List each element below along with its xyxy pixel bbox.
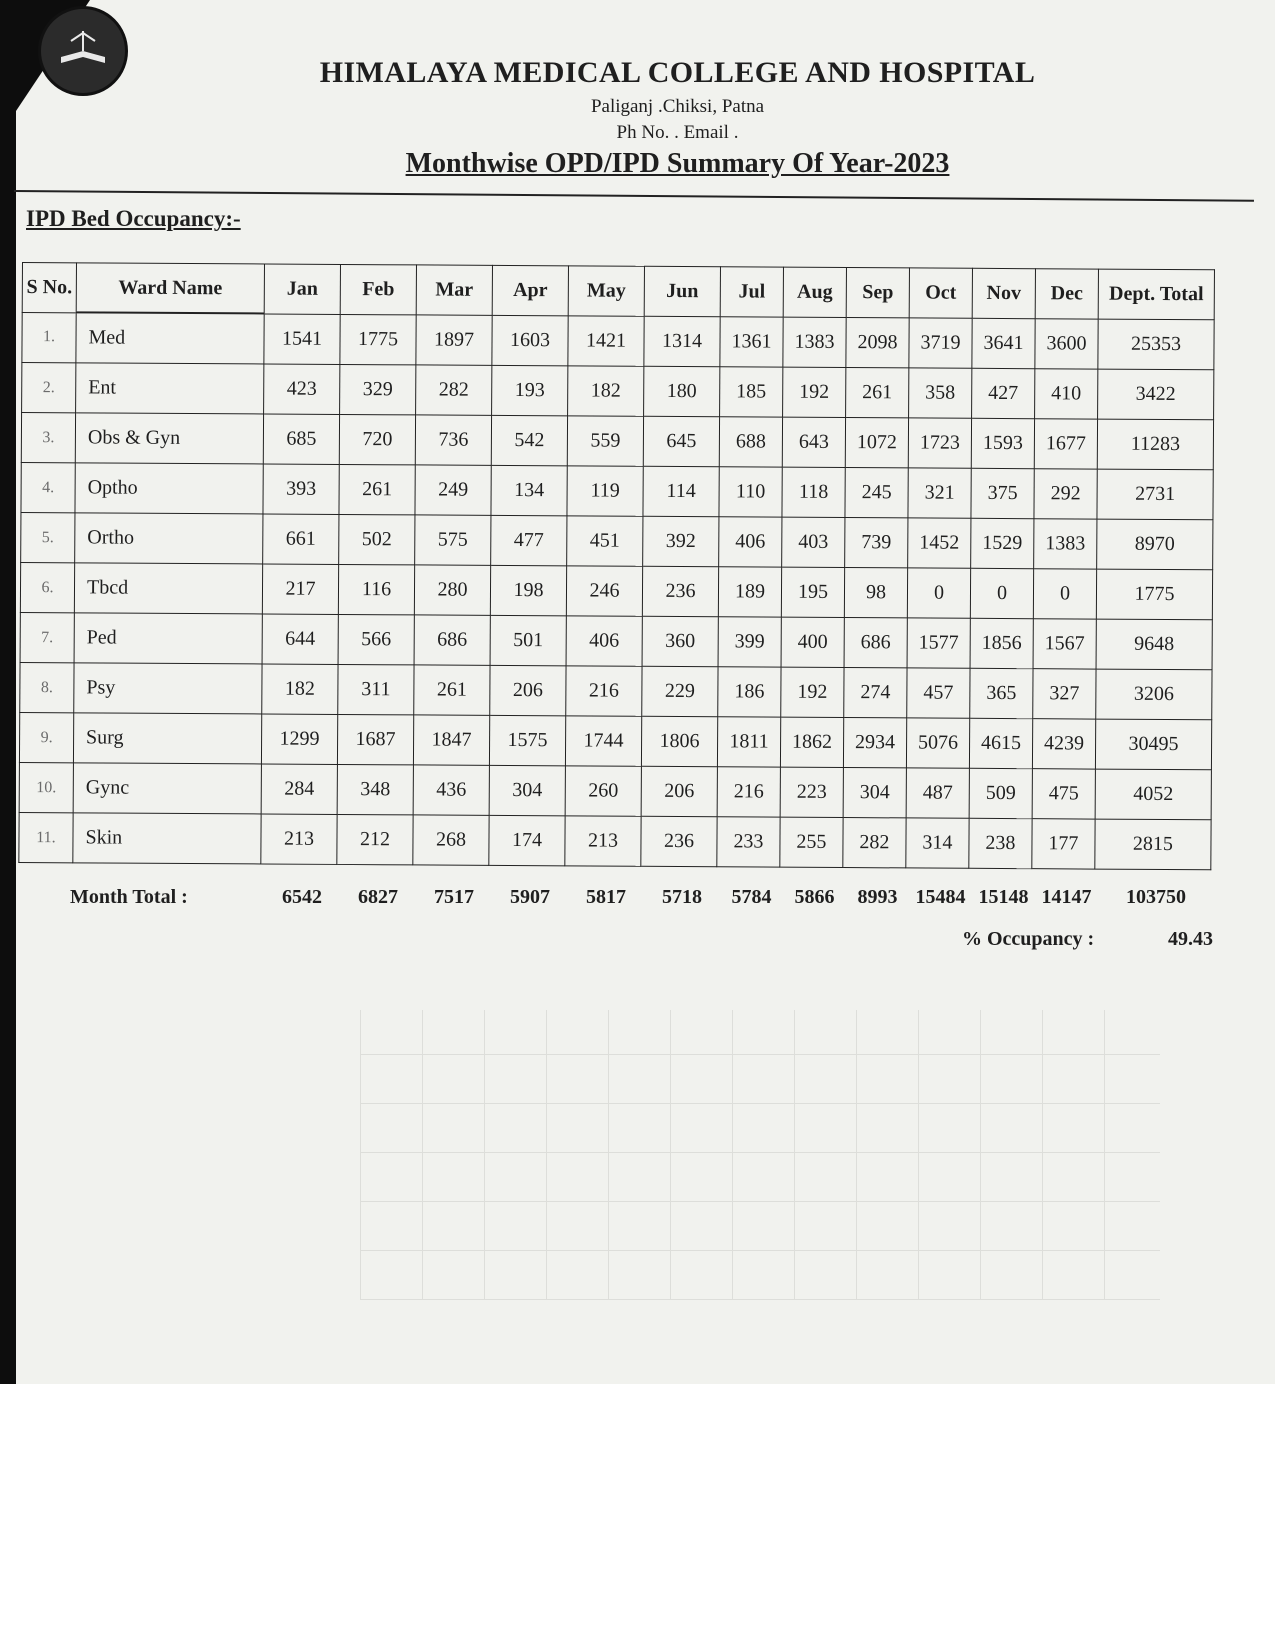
month-value-cell: 180 xyxy=(644,366,720,416)
serial-number-cell: 4. xyxy=(21,462,75,512)
occupancy-value: 49.43 xyxy=(1168,928,1213,950)
serial-number-cell: 11. xyxy=(19,812,73,862)
month-value-cell: 0 xyxy=(1033,569,1096,619)
month-value-cell: 2934 xyxy=(843,718,906,768)
month-total-cell: 14147 xyxy=(1041,886,1092,908)
table-header-row xyxy=(22,263,1214,320)
column-header: May xyxy=(568,266,644,316)
college-address: Paliganj .Chiksi, Patna xyxy=(590,96,765,117)
month-value-cell: 198 xyxy=(490,565,566,615)
month-value-cell: 261 xyxy=(414,665,490,715)
serial-number-cell: 7. xyxy=(20,612,74,662)
month-value-cell: 3641 xyxy=(972,318,1035,369)
month-value-cell: 477 xyxy=(491,515,567,565)
column-header: Nov xyxy=(972,268,1035,318)
month-value-cell: 644 xyxy=(262,614,338,664)
ward-name-cell: Ortho xyxy=(75,513,263,564)
occupancy-table-wrapper xyxy=(18,262,1215,870)
month-value-cell: 542 xyxy=(491,415,567,465)
month-value-cell: 475 xyxy=(1032,769,1095,819)
dept-total-cell: 11283 xyxy=(1097,419,1213,470)
month-value-cell: 213 xyxy=(565,816,641,866)
month-value-cell: 1361 xyxy=(720,316,783,367)
table-row xyxy=(19,762,1211,819)
dept-total-cell: 2815 xyxy=(1095,819,1211,870)
dept-total-cell: 25353 xyxy=(1098,319,1214,370)
month-value-cell: 686 xyxy=(844,618,907,668)
table-row xyxy=(21,512,1213,569)
month-value-cell: 403 xyxy=(782,517,845,567)
column-header-ward-name: Ward Name xyxy=(76,263,264,314)
month-value-cell: 1577 xyxy=(907,618,970,668)
table-row xyxy=(20,612,1212,669)
month-value-cell: 358 xyxy=(909,368,972,418)
dept-total-cell: 1775 xyxy=(1096,569,1212,620)
college-name: HIMALAYA MEDICAL COLLEGE AND HOSPITAL xyxy=(319,56,1036,89)
month-value-cell: 282 xyxy=(416,365,492,415)
column-header: Apr xyxy=(492,265,568,315)
report-title: Monthwise OPD/IPD Summary Of Year-2023 xyxy=(405,148,950,179)
month-value-cell: 348 xyxy=(337,764,413,814)
header-divider xyxy=(14,190,1254,202)
month-value-cell: 451 xyxy=(567,516,643,566)
month-value-cell: 392 xyxy=(643,516,719,566)
month-value-cell: 360 xyxy=(642,616,718,666)
month-value-cell: 292 xyxy=(1034,469,1097,519)
month-value-cell: 189 xyxy=(718,567,781,617)
month-value-cell: 0 xyxy=(970,568,1033,618)
month-value-cell: 1687 xyxy=(337,714,413,764)
ward-name-cell: Psy xyxy=(74,663,262,714)
month-value-cell: 720 xyxy=(339,414,415,464)
dept-total-cell: 4052 xyxy=(1095,769,1211,820)
dept-total-cell: 3422 xyxy=(1098,369,1214,420)
month-total-cell: 15484 xyxy=(915,886,966,908)
month-value-cell: 114 xyxy=(643,466,719,516)
month-value-cell: 1314 xyxy=(644,316,720,367)
month-value-cell: 182 xyxy=(568,366,644,416)
serial-number-cell: 8. xyxy=(20,662,74,712)
month-value-cell: 375 xyxy=(971,468,1034,518)
grand-total-cell: 103750 xyxy=(1126,886,1186,908)
month-value-cell: 427 xyxy=(972,368,1035,418)
month-value-cell: 255 xyxy=(780,817,843,867)
month-value-cell: 501 xyxy=(490,615,566,665)
month-total-cell: 15148 xyxy=(978,886,1029,908)
month-value-cell: 5076 xyxy=(906,718,969,768)
month-value-cell: 186 xyxy=(718,667,781,717)
month-value-cell: 321 xyxy=(908,468,971,518)
month-total-cell: 5817 xyxy=(586,886,626,908)
month-value-cell: 0 xyxy=(907,568,970,618)
month-value-cell: 304 xyxy=(843,768,906,818)
month-value-cell: 110 xyxy=(719,467,782,517)
month-value-cell: 643 xyxy=(782,417,845,467)
month-value-cell: 193 xyxy=(492,365,568,415)
column-header: Jul xyxy=(720,267,783,317)
month-value-cell: 268 xyxy=(413,815,489,865)
month-value-cell: 236 xyxy=(641,816,717,866)
month-value-cell: 739 xyxy=(845,518,908,568)
month-total-cell: 5784 xyxy=(731,886,772,908)
month-value-cell: 216 xyxy=(566,666,642,716)
month-total-label: Month Total : xyxy=(70,886,188,908)
month-value-cell: 118 xyxy=(782,467,845,517)
table-row xyxy=(21,462,1213,519)
month-value-cell: 3719 xyxy=(909,317,972,368)
table-row xyxy=(19,812,1211,869)
dept-total-cell: 2731 xyxy=(1097,469,1213,520)
month-value-cell: 566 xyxy=(338,614,414,664)
serial-number-cell: 3. xyxy=(21,413,75,463)
month-value-cell: 1072 xyxy=(845,418,908,468)
table-row xyxy=(21,413,1213,470)
month-total-cell: 5718 xyxy=(662,886,702,908)
month-value-cell: 685 xyxy=(263,414,339,464)
section-title: IPD Bed Occupancy:- xyxy=(26,206,241,231)
month-value-cell: 246 xyxy=(566,566,642,616)
month-value-cell: 213 xyxy=(261,814,337,864)
month-value-cell: 393 xyxy=(263,464,339,514)
month-value-cell: 260 xyxy=(565,766,641,816)
month-total-cell: 7517 xyxy=(434,886,474,908)
month-value-cell: 1299 xyxy=(261,714,337,764)
month-value-cell: 423 xyxy=(264,364,340,414)
month-value-cell: 329 xyxy=(340,364,416,414)
month-value-cell: 502 xyxy=(339,514,415,564)
month-value-cell: 688 xyxy=(719,417,782,467)
month-value-cell: 304 xyxy=(489,765,565,815)
month-value-cell: 116 xyxy=(338,564,414,614)
serial-number-cell: 2. xyxy=(22,363,76,413)
table-row xyxy=(20,662,1212,719)
month-value-cell: 457 xyxy=(907,668,970,718)
month-value-cell: 177 xyxy=(1032,819,1095,869)
month-value-cell: 134 xyxy=(491,465,567,515)
month-total-cell: 5907 xyxy=(510,886,550,908)
month-value-cell: 195 xyxy=(781,567,844,617)
ward-name-cell: Optho xyxy=(75,463,263,514)
table-row xyxy=(22,363,1214,420)
month-value-cell: 185 xyxy=(720,367,783,417)
month-value-cell: 206 xyxy=(490,665,566,715)
month-value-cell: 736 xyxy=(415,415,491,465)
ward-name-cell: Skin xyxy=(73,813,261,864)
dept-total-cell: 9648 xyxy=(1096,619,1212,670)
month-value-cell: 223 xyxy=(780,767,843,817)
column-header: Sep xyxy=(846,268,909,318)
ward-name-cell: Ped xyxy=(74,613,262,664)
month-value-cell: 280 xyxy=(414,565,490,615)
month-value-cell: 1897 xyxy=(416,314,492,365)
month-value-cell: 400 xyxy=(781,617,844,667)
month-value-cell: 2098 xyxy=(846,317,909,368)
month-value-cell: 229 xyxy=(642,666,718,716)
column-header: Dec xyxy=(1035,269,1098,319)
month-value-cell: 1806 xyxy=(641,716,717,766)
month-value-cell: 1421 xyxy=(568,315,644,366)
serial-number-cell: 1. xyxy=(22,312,76,363)
occupancy-table xyxy=(18,262,1215,870)
month-value-cell: 1541 xyxy=(264,313,340,364)
month-value-cell: 1452 xyxy=(908,518,971,568)
month-value-cell: 192 xyxy=(781,667,844,717)
month-value-cell: 1856 xyxy=(970,618,1033,668)
month-value-cell: 282 xyxy=(843,818,906,868)
month-value-cell: 206 xyxy=(641,766,717,816)
dept-total-cell: 8970 xyxy=(1097,519,1213,570)
month-value-cell: 399 xyxy=(718,617,781,667)
ward-name-cell: Surg xyxy=(73,713,261,764)
column-header: Oct xyxy=(909,268,972,318)
serial-number-cell: 5. xyxy=(21,512,75,562)
table-row xyxy=(20,562,1212,619)
month-total-cell: 6542 xyxy=(282,886,322,908)
month-value-cell: 261 xyxy=(339,464,415,514)
month-value-cell: 1811 xyxy=(717,717,780,767)
serial-number-cell: 6. xyxy=(20,562,74,612)
month-value-cell: 1383 xyxy=(783,317,846,368)
month-value-cell: 1723 xyxy=(908,418,971,468)
month-value-cell: 1383 xyxy=(1034,519,1097,569)
month-value-cell: 261 xyxy=(846,368,909,418)
ward-name-cell: Gync xyxy=(73,763,261,814)
month-value-cell: 575 xyxy=(415,515,491,565)
column-header: Jun xyxy=(644,266,720,316)
month-value-cell: 238 xyxy=(969,818,1032,868)
dark-page-edge xyxy=(0,0,16,1384)
month-value-cell: 274 xyxy=(844,668,907,718)
month-value-cell: 1603 xyxy=(492,315,568,366)
month-value-cell: 1847 xyxy=(413,715,489,765)
month-value-cell: 98 xyxy=(844,568,907,618)
month-value-cell: 509 xyxy=(969,768,1032,818)
ward-name-cell: Tbcd xyxy=(74,563,262,614)
column-header: Aug xyxy=(783,267,846,317)
column-header: Feb xyxy=(340,264,416,314)
month-value-cell: 233 xyxy=(717,817,780,867)
table-row xyxy=(22,312,1214,370)
month-value-cell: 1593 xyxy=(971,418,1034,468)
month-value-cell: 249 xyxy=(415,465,491,515)
month-total-cell: 6827 xyxy=(358,886,398,908)
month-value-cell: 212 xyxy=(337,814,413,864)
month-value-cell: 1575 xyxy=(489,715,565,765)
month-value-cell: 1677 xyxy=(1034,419,1097,469)
column-header: Dept. Total xyxy=(1098,269,1214,319)
table-row xyxy=(19,712,1211,769)
month-value-cell: 365 xyxy=(970,668,1033,718)
month-value-cell: 216 xyxy=(717,767,780,817)
month-value-cell: 1567 xyxy=(1033,619,1096,669)
month-value-cell: 1744 xyxy=(565,716,641,766)
month-total-cell: 8993 xyxy=(857,886,898,908)
ward-name-cell: Ent xyxy=(76,363,264,414)
month-value-cell: 245 xyxy=(845,468,908,518)
month-value-cell: 236 xyxy=(642,566,718,616)
serial-number-cell: 9. xyxy=(19,712,73,762)
occupancy-label: % Occupancy : xyxy=(962,928,1095,950)
column-header: S No. xyxy=(22,263,76,313)
month-value-cell: 174 xyxy=(489,815,565,865)
month-total-cell: 5866 xyxy=(794,886,835,908)
dept-total-cell: 30495 xyxy=(1095,719,1211,770)
month-value-cell: 217 xyxy=(262,564,338,614)
month-value-cell: 661 xyxy=(263,514,339,564)
dept-total-cell: 3206 xyxy=(1096,669,1212,720)
month-value-cell: 686 xyxy=(414,615,490,665)
column-header: Mar xyxy=(416,265,492,315)
college-contact: Ph No. . Email . xyxy=(616,122,739,143)
month-value-cell: 311 xyxy=(338,664,414,714)
column-header: Jan xyxy=(264,264,340,314)
month-value-cell: 4615 xyxy=(969,718,1032,768)
serial-number-cell: 10. xyxy=(19,762,73,812)
month-value-cell: 406 xyxy=(719,517,782,567)
month-value-cell: 406 xyxy=(566,616,642,666)
month-value-cell: 314 xyxy=(906,818,969,868)
month-value-cell: 487 xyxy=(906,768,969,818)
month-value-cell: 436 xyxy=(413,765,489,815)
ward-name-cell: Obs & Gyn xyxy=(75,413,263,464)
month-value-cell: 284 xyxy=(261,764,337,814)
month-value-cell: 3600 xyxy=(1035,318,1098,369)
ward-name-cell: Med xyxy=(76,312,264,364)
month-value-cell: 327 xyxy=(1033,669,1096,719)
month-value-cell: 182 xyxy=(262,664,338,714)
month-value-cell: 559 xyxy=(567,416,643,466)
bleed-through-grid xyxy=(360,1010,1160,1300)
month-value-cell: 119 xyxy=(567,466,643,516)
month-value-cell: 645 xyxy=(643,416,719,466)
month-value-cell: 1862 xyxy=(780,717,843,767)
month-value-cell: 1529 xyxy=(971,518,1034,568)
month-value-cell: 1775 xyxy=(340,314,416,365)
month-value-cell: 192 xyxy=(783,367,846,417)
month-value-cell: 410 xyxy=(1035,369,1098,419)
month-value-cell: 4239 xyxy=(1032,719,1095,769)
